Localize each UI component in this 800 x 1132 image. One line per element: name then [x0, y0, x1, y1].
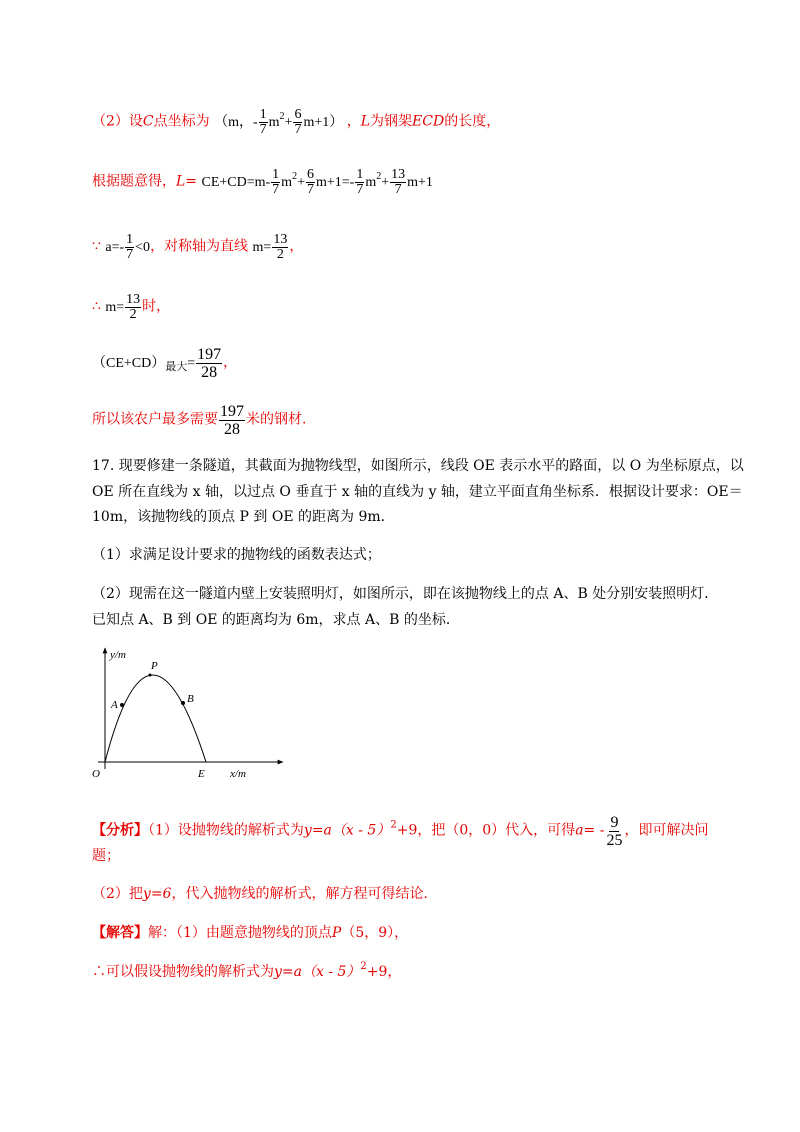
solution-line-2: ∴可以假设抛物线的解析式为y=a（x - 5）$^2$+9，: [92, 961, 402, 980]
origin-label: O: [92, 768, 100, 780]
analysis-part-2: （2）把y=6，代入抛物线的解析式，解方程可得结论.: [92, 886, 428, 902]
question-17-line-1: 17. 现要修建一条隧道，其截面为抛物线型，如图所示，线段 OE 表示水平的路面，以 O 为坐标原点，以: [92, 458, 744, 474]
solution-step-coordinate: （2）设C点坐标为 （m，- $\frac{1}{7}$ $m^2+$ $\frac{6}{7}$ m+1） ，L为钢架ECD的长度，: [92, 107, 501, 137]
solution-step-length-expression: 根据题意得，L= CE+CD=m- $\frac{1}{7}$ $m^2+$ $\frac{6}{7}$ m+1=- $\frac{1}{7}$ $m^2+$ $\frac{13}{7}$ m+1: [92, 167, 433, 197]
point-b: [181, 701, 185, 705]
solution-line-1: 【解答】解：（1）由题意抛物线的顶点P（5，9），: [92, 925, 409, 941]
parabola-graph: [88, 645, 288, 785]
length-expression: CE+CD=m- $\frac{1}{7}$ $m^2+$ $\frac{6}{7}$ m+1=- $\frac{1}{7}$ $m^2+$ $\frac{13}{7}$ m+1: [201, 167, 433, 197]
parabola-curve: [105, 675, 206, 762]
coordinate-expression: （m，- $\frac{1}{7}$ $m^2+$ $\frac{6}{7}$ m+1）: [214, 107, 344, 137]
analysis-line-1: 【分析】（1）设抛物线的解析式为y=a（x - 5）$^2$+9，把（0，0）代入，可得a= - $\frac{9}{25}$ ，即可解决问: [92, 814, 709, 849]
question-17-line-3: 10m，该抛物线的顶点 P 到 OE 的距离为 9m．: [92, 509, 395, 525]
e-label: E: [198, 768, 205, 780]
x-axis-label: x/m: [230, 768, 246, 780]
p-label: P: [151, 660, 158, 672]
y-axis-label: y/m: [110, 649, 126, 661]
solution-step-axis: ∵ a=- $\frac{1}{7}$ <0，对称轴为直线 m= $\frac{13}{2}$ ，: [92, 232, 304, 262]
question-17-part-1: （1）求满足设计要求的抛物线的函数表达式；: [92, 547, 381, 563]
solution-step-when: ∴ m= $\frac{13}{2}$ 时，: [92, 292, 171, 322]
analysis-line-2: 题；: [92, 848, 120, 864]
point-p: [149, 674, 152, 677]
point-a: [120, 703, 124, 707]
solution-conclusion: 所以该农户最多需要 $\frac{197}{28}$ 米的钢材.: [92, 403, 307, 438]
question-17-line-2: OE 所在直线为 x 轴，以过点 O 垂直于 x 轴的直线为 y 轴，建立平面直角坐标系．根据设计要求：OE＝: [92, 484, 743, 500]
question-17-part-2-line-1: （2）现需在这一隧道内壁上安装照明灯，如图所示，即在该抛物线上的点 A、B 处分别安装照明灯．: [92, 586, 719, 602]
b-label: B: [187, 693, 194, 705]
solution-step-max: $(CE+CD)_{最大}=$ $\frac{197}{28}$ ，: [92, 346, 238, 381]
a-label: A: [111, 699, 118, 711]
question-17-part-2-line-2: 已知点 A、B 到 OE 的距离均为 6m，求点 A、B 的坐标．: [92, 612, 460, 628]
